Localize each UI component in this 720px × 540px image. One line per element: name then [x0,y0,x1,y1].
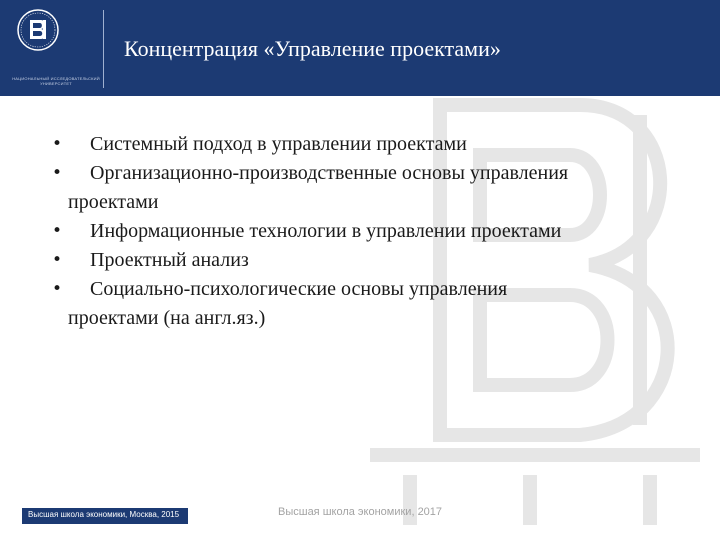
bullet-marker: • [52,221,63,241]
bullet-marker: • [52,250,63,270]
university-logo [8,6,98,92]
bullet-marker: • [52,134,63,154]
list-item [52,217,698,246]
hse-emblem-icon [16,8,60,52]
bullet-text: Информационные технологии в управлении проектами [90,220,562,242]
bullet-text-continuation: проектами [68,191,159,213]
bullet-list [52,130,698,333]
bullet-text-continuation: проектами (на англ.яз.) [68,307,266,329]
slide-header [0,0,720,96]
logo-caption: НАЦИОНАЛЬНЫЙ ИССЛЕДОВАТЕЛЬСКИЙ УНИВЕРСИТЕТ [12,76,100,86]
list-item [52,275,698,333]
bullet-text: Системный подход в управлении проектами [90,133,467,155]
list-item [52,130,698,159]
bullet-text: Проектный анализ [90,249,249,271]
bullet-text: Социально-психологические основы управления [90,278,508,300]
bullet-marker: • [52,163,63,183]
footer-center-text: Высшая школа экономики, 2017 [278,506,443,518]
list-item [52,246,698,275]
slide-title: Концентрация «Управление проектами» [124,36,501,61]
header-divider [103,10,104,88]
bullet-marker: • [52,279,63,299]
footer-left-text: Высшая школа экономики, Москва, 2015 [28,510,180,519]
list-item [52,159,698,217]
bullet-text: Организационно-производственные основы управления [90,162,569,184]
